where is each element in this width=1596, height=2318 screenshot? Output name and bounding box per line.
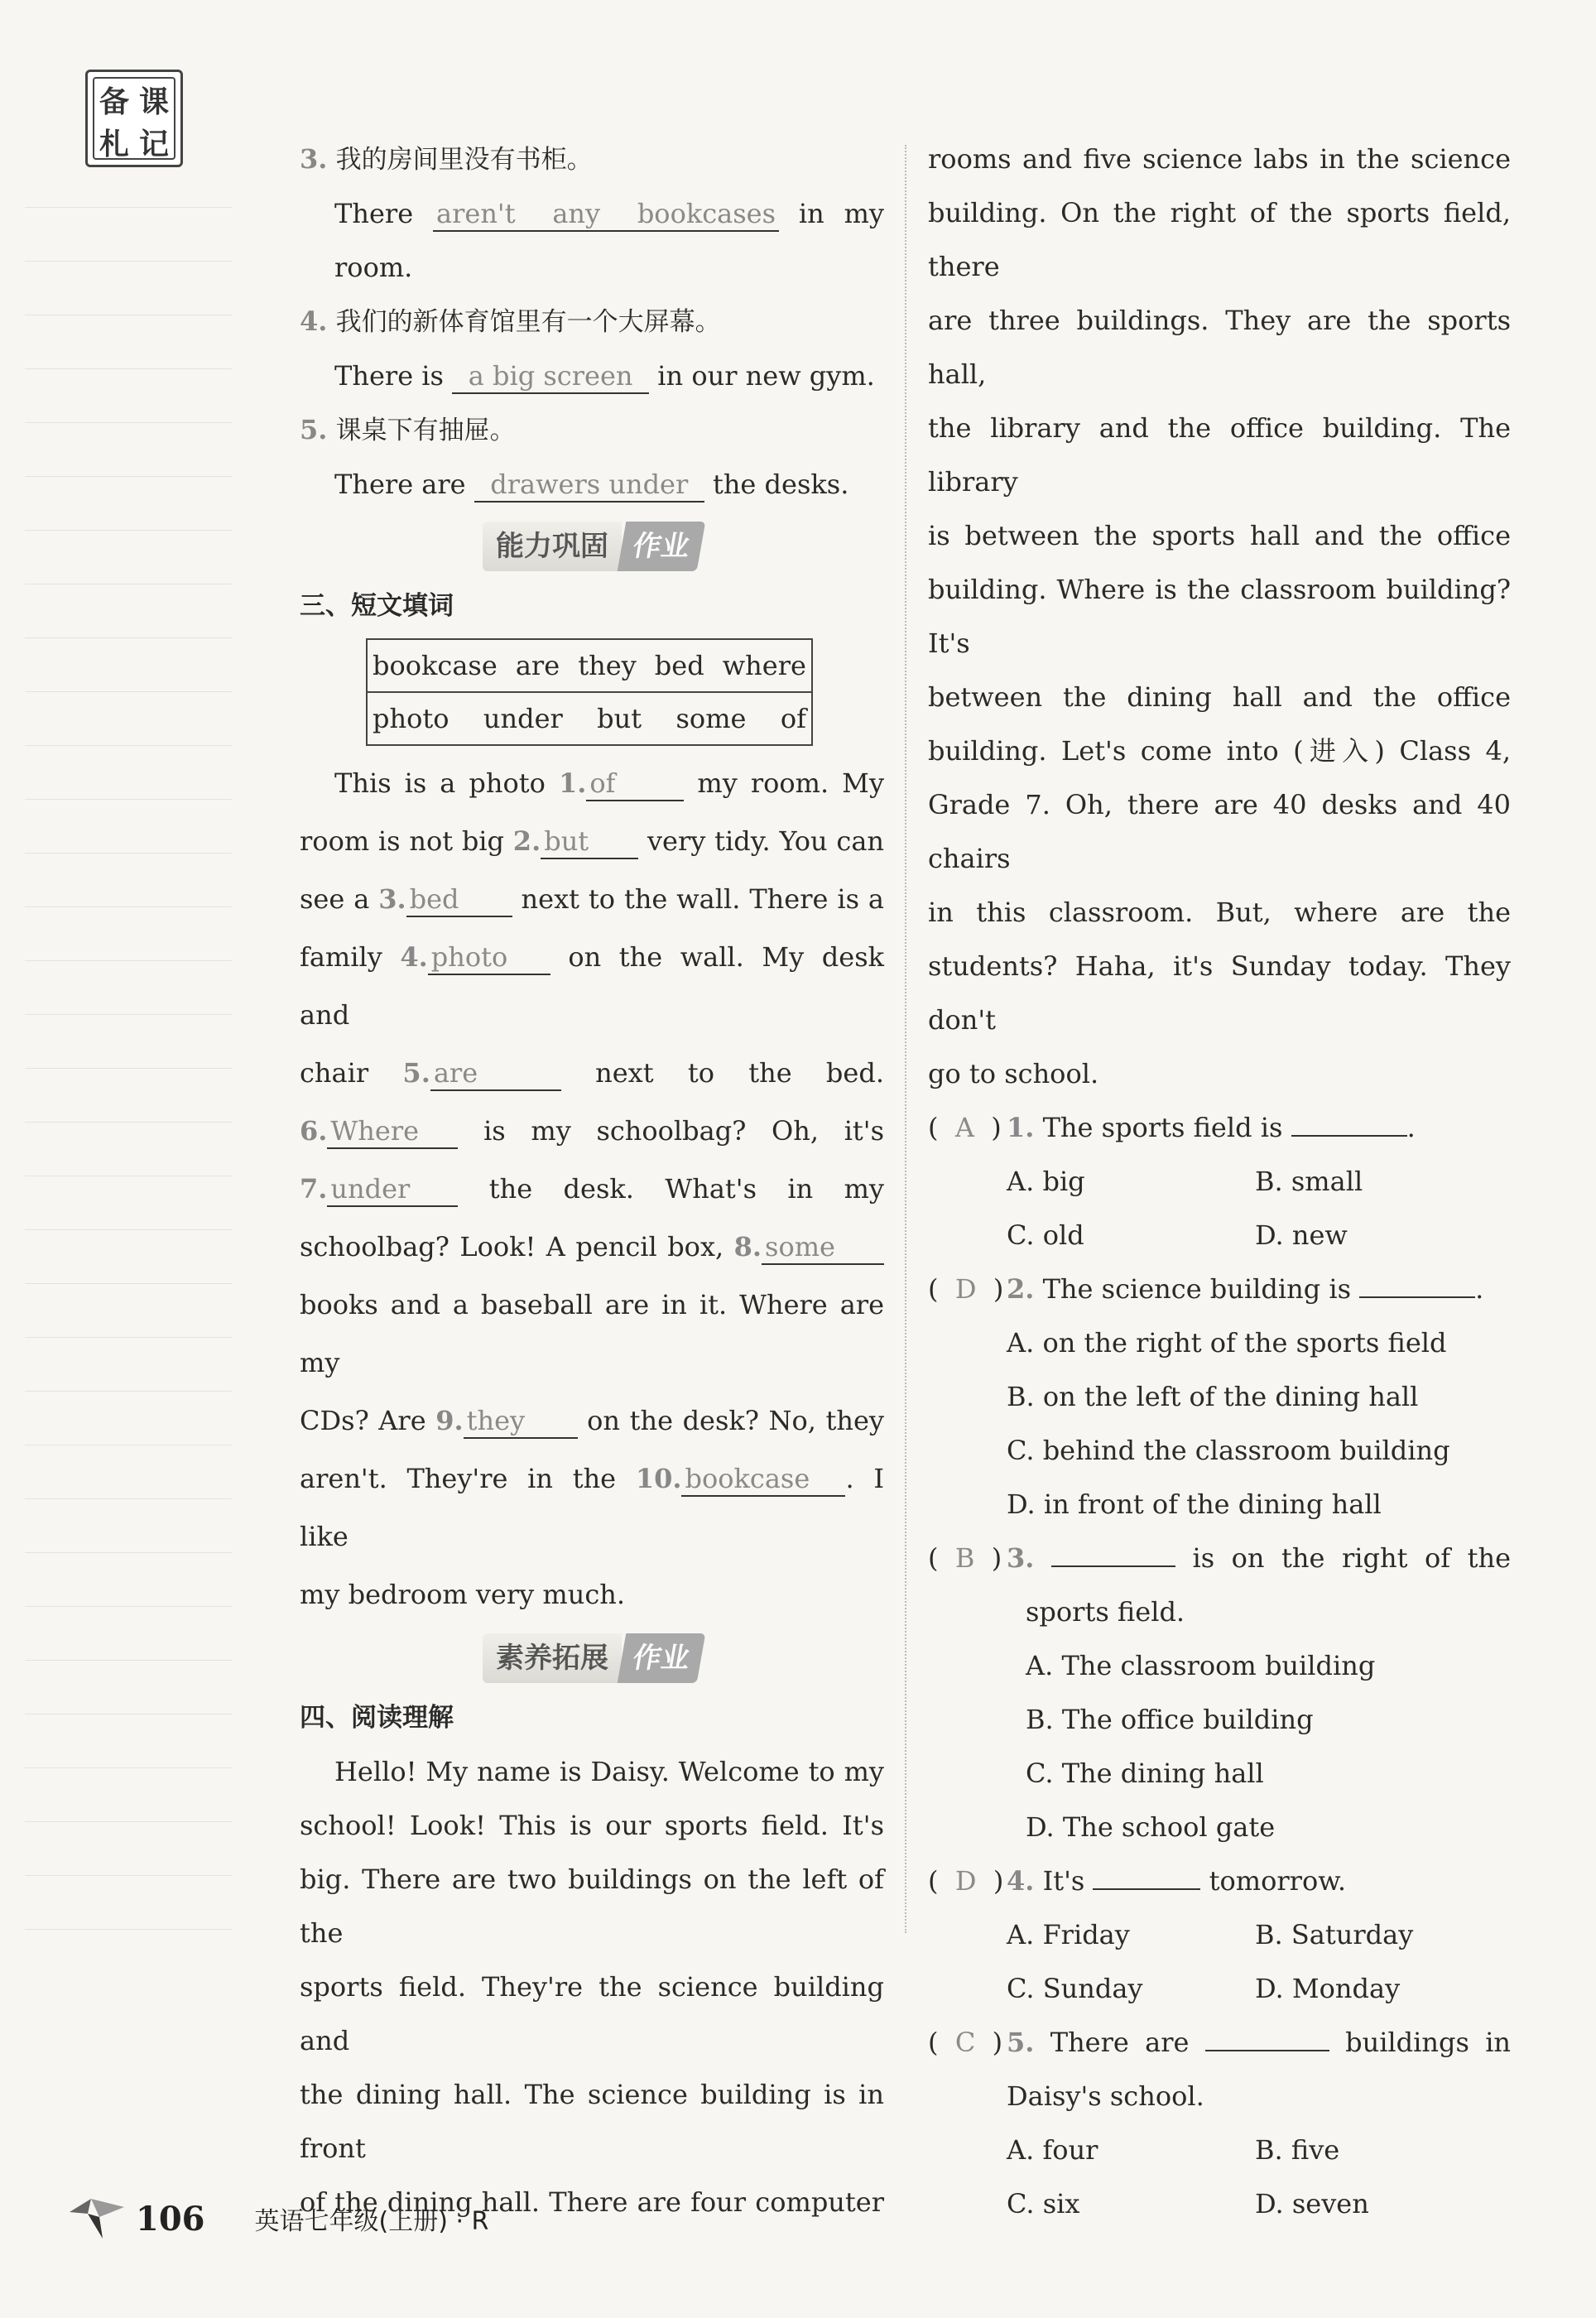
word-bank: bookcase are they bed where photo under but some of — [366, 638, 813, 746]
section-title-reading: 四、阅读理解 — [300, 1703, 454, 1733]
stamp-char: 记 — [138, 127, 169, 161]
answer-blank — [1291, 1109, 1407, 1137]
question-2: ( D ) 2. The science building is . A. on the right of the sports field B. on the left of the dining hall C. behind the classroom building D. in front of the dining hall — [928, 1262, 1511, 1532]
reading-passage-left: Hello! My name is Daisy. Welcome to my school! Look! This is our sports field. It's big. There are two buildings on the left of the sports field. They're the science building and the dining hall. The science building is in front of the dining hall. There are four computer — [300, 1756, 884, 2218]
option: D. in front of the dining hall — [1007, 1488, 1382, 1520]
answer-letter: D — [954, 1865, 977, 1897]
note-margin-lines — [25, 207, 232, 2028]
question-4: ( D ) 4. It's tomorrow. A. Friday B. Saturday C. Sunday D. Monday — [928, 1854, 1511, 2016]
answer-letter: B — [954, 1542, 975, 1574]
option: C. Sunday — [1007, 1973, 1143, 2004]
question-3: ( B ) 3. is on the right of the sports field. A. The classroom building B. The office building C. The dining hall D. The school gate — [928, 1532, 1511, 1854]
section-title-cloze: 三、短文填词 — [300, 591, 454, 621]
answer-blank — [1205, 2023, 1329, 2051]
option: D. new — [1255, 1219, 1348, 1251]
stamp-char: 课 — [138, 85, 169, 119]
question-1: ( A ) 1. The sports field is . A. big B. small C. old D. new — [928, 1101, 1511, 1262]
option: B. on the left of the dining hall — [1007, 1381, 1419, 1412]
translation-item-3: 3. 我的房间里没有书柜。 There aren't any bookcases in my room. — [300, 143, 885, 283]
column-divider — [905, 145, 906, 1933]
option: C. old — [1007, 1219, 1084, 1251]
option: C. behind the classroom building — [1007, 1435, 1450, 1466]
book-title: 英语七年级(上册) · R — [254, 2207, 489, 2236]
cloze-passage: This is a photo 1. of my room. My room is not big 2. but very tidy. You can see a 3. bed next to the wall. There is a family 4. photo on the wall. My desk and chair 5. are next to the bed. 6. Where is my schoolbag? Oh, it's 7. under the desk. What's in my schoolbag? Look! A pencil box, 8. some books and a baseball are in it. Where are my CDs? Are 9. they on the desk? No, they aren't. They're in the 10. bookcase . I like my bedroom very much. — [300, 767, 885, 1610]
option: B. five — [1255, 2134, 1340, 2166]
option: D. The school gate — [1026, 1811, 1276, 1843]
option: A. big — [1007, 1166, 1085, 1197]
option: A. four — [1007, 2134, 1098, 2166]
right-column — [928, 132, 1511, 2231]
lesson-notes-stamp — [85, 70, 183, 167]
page-number: 106 — [136, 2199, 205, 2239]
left-column — [300, 132, 884, 2229]
option: B. small — [1255, 1166, 1363, 1197]
reading-passage-right: rooms and five science labs in the science building. On the right of the sports field, there are three buildings. They are the sports hall, the library and the office building. The library is between the sports hall and the office building. Where is the classroom building? It's between the dining hall and the office building. Let's come into (进入) Class 4, Grade 7. Oh, there are 40 desks and 40 chairs in this classroom. But, where are the students? Haha, it's Sunday today. They don't go to school. — [928, 143, 1511, 1089]
option: A. on the right of the sports field — [1007, 1327, 1447, 1359]
publisher-logo-icon — [66, 2195, 126, 2242]
option: B. The office building — [1026, 1704, 1314, 1735]
answer-blank — [1093, 1862, 1200, 1890]
translation-item-4: 4. 我们的新体育馆里有一个大屏幕。 There is a big screen in our new gym. — [300, 295, 884, 403]
option: A. The classroom building — [1026, 1650, 1376, 1681]
answer-letter: A — [954, 1112, 974, 1143]
answer-letter: C — [954, 2027, 976, 2058]
answer-blank — [1051, 1539, 1175, 1567]
page-footer — [66, 2194, 488, 2243]
stamp-char: 备 — [99, 85, 129, 119]
section-banner-extension: 素养拓展 作业 — [300, 1633, 884, 1683]
option: C. six — [1007, 2188, 1080, 2219]
answer-blank — [1359, 1270, 1475, 1298]
option: C. The dining hall — [1026, 1758, 1264, 1789]
stamp-char: 札 — [99, 127, 129, 161]
option: D. Monday — [1255, 1973, 1401, 2004]
answer-blank: a big screen — [452, 359, 649, 394]
option: D. seven — [1255, 2188, 1369, 2219]
option: A. Friday — [1007, 1919, 1130, 1950]
answer-letter: D — [954, 1273, 977, 1305]
answer-blank: drawers under — [474, 468, 704, 503]
option: B. Saturday — [1255, 1919, 1414, 1950]
question-5: ( C ) 5. There are buildings in Daisy's school. A. four B. five C. six D. seven — [928, 2016, 1511, 2231]
answer-blank: aren't any bookcases — [433, 197, 779, 232]
translation-item-5: 5. 课桌下有抽屉。 There are drawers under the desks. — [300, 403, 884, 512]
section-banner-consolidation: 能力巩固 作业 — [300, 522, 884, 571]
